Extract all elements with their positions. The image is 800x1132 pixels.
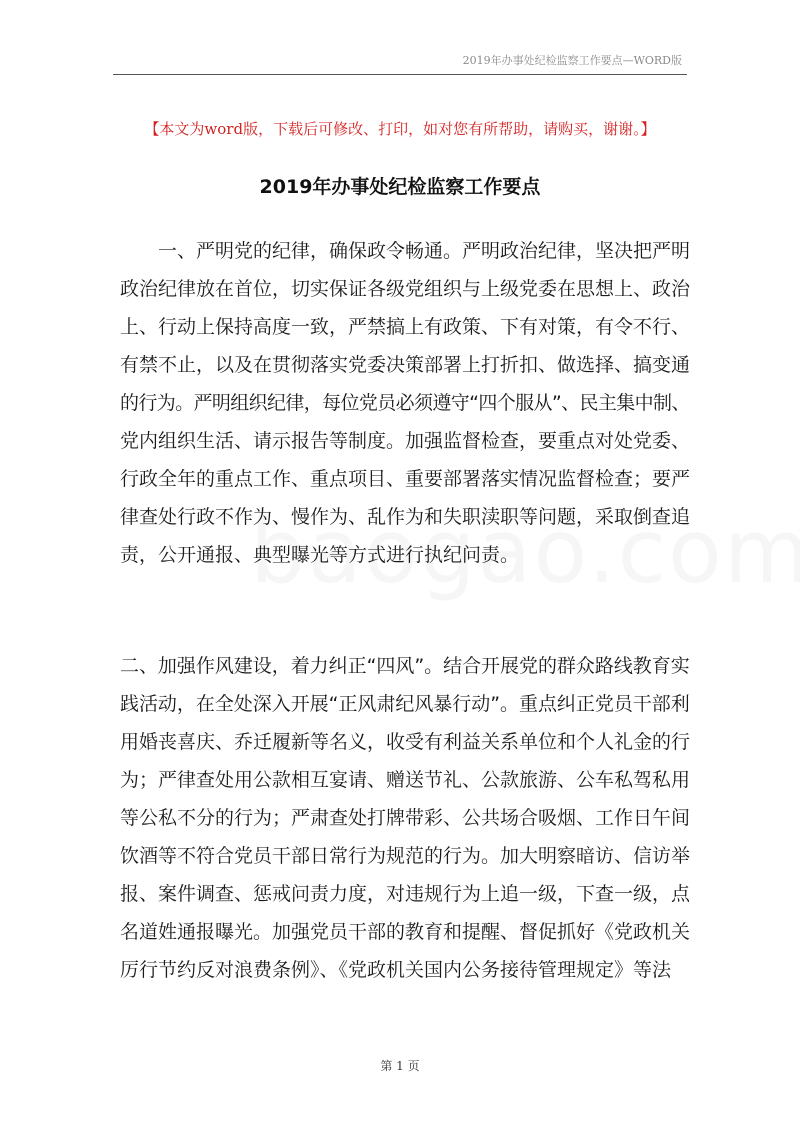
document-title: 2019年办事处纪检监察工作要点 (259, 176, 541, 198)
paragraph-line: 党内组织生活、请示报告等制度。加强监督检查，要重点对处党委、 (120, 430, 691, 452)
paragraph-line: 等公私不分的行为；严肃查处打牌带彩、公共场合吸烟、工作日午间 (120, 807, 691, 829)
paragraph-line: 的行为。严明组织纪律，每位党员必须遵守“四个服从”、民主集中制、 (120, 392, 690, 414)
paragraph-line: 一、严明党的纪律，确保政令畅通。严明政治纪律，坚决把严明 (158, 240, 691, 262)
paragraph-line: 政治纪律放在首位，切实保证各级党组织与上级党委在思想上、政治 (120, 278, 691, 300)
paragraph-line: 厉行节约反对浪费条例》、《党政机关国内公务接待管理规定》等法 (120, 959, 672, 981)
paragraph-line: 用婚丧喜庆、乔迁履新等名义，收受有利益关系单位和个人礼金的行 (120, 731, 691, 753)
purchase-notice: 【本文为word版，下载后可修改、打印，如对您有所帮助，请购买，谢谢。】 (144, 120, 656, 138)
paragraph-line: 名道姓通报曝光。加强党员干部的教育和提醒、督促抓好《党政机关 (120, 921, 691, 943)
paragraph-line: 律查处行政不作为、慢作为、乱作为和失职渎职等问题，采取倒查追 (120, 506, 691, 528)
paragraph-1 (120, 232, 690, 574)
page-number: 第 1 页 (380, 1059, 420, 1073)
paragraph-line: 二、加强作风建设，着力纠正“四风”。结合开展党的群众路线教育实 (120, 655, 690, 677)
header-divider (113, 74, 687, 75)
paragraph-line: 责，公开通报、典型曝光等方式进行执纪问责。 (120, 544, 520, 566)
paragraph-line: 践活动，在全处深入开展“正风肃纪风暴行动”。重点纠正党员干部利 (120, 693, 690, 715)
paragraph-2 (120, 647, 690, 989)
paragraph-line: 行政全年的重点工作、重点项目、重要部署落实情况监督检查；要严 (120, 468, 691, 490)
paragraph-line: 饮酒等不符合党员干部日常行为规范的行为。加大明察暗访、信访举 (120, 845, 691, 867)
running-header: 2019年办事处纪检监察工作要点—WORD版 (462, 54, 682, 67)
paragraph-line: 为；严律查处用公款相互宴请、赠送节礼、公款旅游、公车私驾私用 (120, 769, 691, 791)
paragraph-line: 有禁不止，以及在贯彻落实党委决策部署上打折扣、做选择、搞变通 (120, 354, 691, 376)
paragraph-line: 上、行动上保持高度一致，严禁搞上有政策、下有对策，有令不行、 (120, 316, 691, 338)
paragraph-line: 报、案件调查、惩戒问责力度，对违规行为上追一级，下查一级，点 (120, 883, 691, 905)
